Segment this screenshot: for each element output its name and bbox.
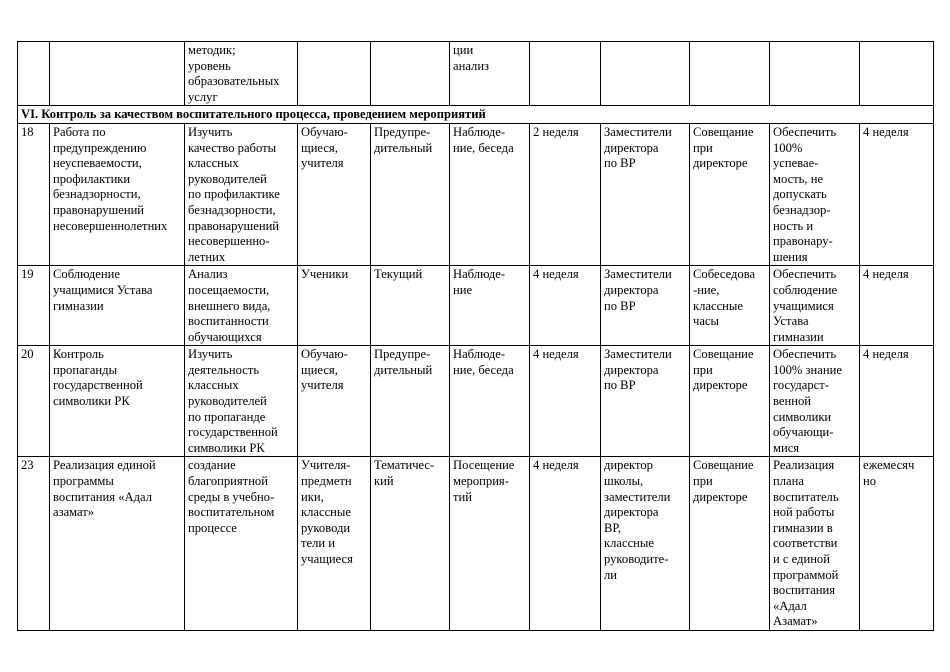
row-responsible: Заместители директора по ВР xyxy=(601,123,690,265)
table-cell xyxy=(860,42,934,106)
row-number: 18 xyxy=(18,123,50,265)
table-cell xyxy=(601,42,690,106)
table-row xyxy=(18,457,934,631)
row-form: Совещание при директоре xyxy=(690,346,770,457)
row-number: 20 xyxy=(18,346,50,457)
row-topic: Соблюдение учащимися Устава гимназии xyxy=(50,266,185,346)
row-responsible: Заместители директора по ВР xyxy=(601,346,690,457)
row-result: Реализация плана воспитатель ной работы гимназии в соответстви и с единой программой воспитания «Адал Азамат» xyxy=(770,457,860,631)
row-term: 4 неделя xyxy=(530,457,601,631)
table-cell xyxy=(530,42,601,106)
row-term: 4 неделя xyxy=(530,266,601,346)
row-repeat: 4 неделя xyxy=(860,123,934,265)
table-cell: методик; уровень образовательных услуг xyxy=(185,42,298,106)
table-cell: ции анализ xyxy=(450,42,530,106)
row-goal: Изучить качество работы классных руководителей по профилактике безнадзорности, правонарушений несовершенно- летних xyxy=(185,123,298,265)
control-plan-table xyxy=(17,41,934,631)
row-type: Текущий xyxy=(371,266,450,346)
row-method: Наблюде- ние, беседа xyxy=(450,346,530,457)
table-row xyxy=(18,346,934,457)
table-row xyxy=(18,266,934,346)
row-topic: Реализация единой программы воспитания «Адал азамат» xyxy=(50,457,185,631)
row-method: Наблюде- ние xyxy=(450,266,530,346)
row-repeat: 4 неделя xyxy=(860,346,934,457)
table-cell xyxy=(770,42,860,106)
row-topic: Контроль пропаганды государственной символики РК xyxy=(50,346,185,457)
row-object: Ученики xyxy=(298,266,371,346)
table-cell xyxy=(50,42,185,106)
row-type: Предупре- дительный xyxy=(371,346,450,457)
row-goal: создание благоприятной среды в учебно- воспитательном процессе xyxy=(185,457,298,631)
row-result: Обеспечить 100% знание государст- венной символики обучающи- мися xyxy=(770,346,860,457)
section-header-row xyxy=(18,106,934,124)
row-repeat: 4 неделя xyxy=(860,266,934,346)
row-responsible: директор школы, заместители директора ВР, классные руководите- ли xyxy=(601,457,690,631)
row-form: Совещание при директоре xyxy=(690,457,770,631)
row-responsible: Заместители директора по ВР xyxy=(601,266,690,346)
table-row xyxy=(18,123,934,265)
section-title: VI. Контроль за качеством воспитательного процесса, проведением мероприятий xyxy=(18,106,934,124)
row-result: Обеспечить соблюдение учащимися Устава гимназии xyxy=(770,266,860,346)
row-term: 4 неделя xyxy=(530,346,601,457)
row-topic: Работа по предупреждению неуспеваемости, профилактики безнадзорности, правонарушений несовершеннолетних xyxy=(50,123,185,265)
row-object: Обучаю- щиеся, учителя xyxy=(298,123,371,265)
row-goal: Изучить деятельность классных руководителей по пропаганде государственной символики РК xyxy=(185,346,298,457)
row-result: Обеспечить 100% успевае- мость, не допускать безнадзор- ность и правонару- шения xyxy=(770,123,860,265)
table-cell xyxy=(298,42,371,106)
row-form: Собеседова -ние, классные часы xyxy=(690,266,770,346)
row-type: Предупре- дительный xyxy=(371,123,450,265)
table-row-continued xyxy=(18,42,934,106)
row-type: Тематичес- кий xyxy=(371,457,450,631)
row-form: Совещание при директоре xyxy=(690,123,770,265)
row-term: 2 неделя xyxy=(530,123,601,265)
row-method: Посещение мероприя- тий xyxy=(450,457,530,631)
document-page xyxy=(17,41,934,631)
table-cell xyxy=(18,42,50,106)
row-repeat: ежемесяч но xyxy=(860,457,934,631)
table-cell xyxy=(371,42,450,106)
row-object: Учителя- предметн ики, классные руководи тели и учащиеся xyxy=(298,457,371,631)
table-cell xyxy=(690,42,770,106)
row-number: 19 xyxy=(18,266,50,346)
row-method: Наблюде- ние, беседа xyxy=(450,123,530,265)
row-goal: Анализ посещаемости, внешнего вида, воспитанности обучающихся xyxy=(185,266,298,346)
row-number: 23 xyxy=(18,457,50,631)
row-object: Обучаю- щиеся, учителя xyxy=(298,346,371,457)
